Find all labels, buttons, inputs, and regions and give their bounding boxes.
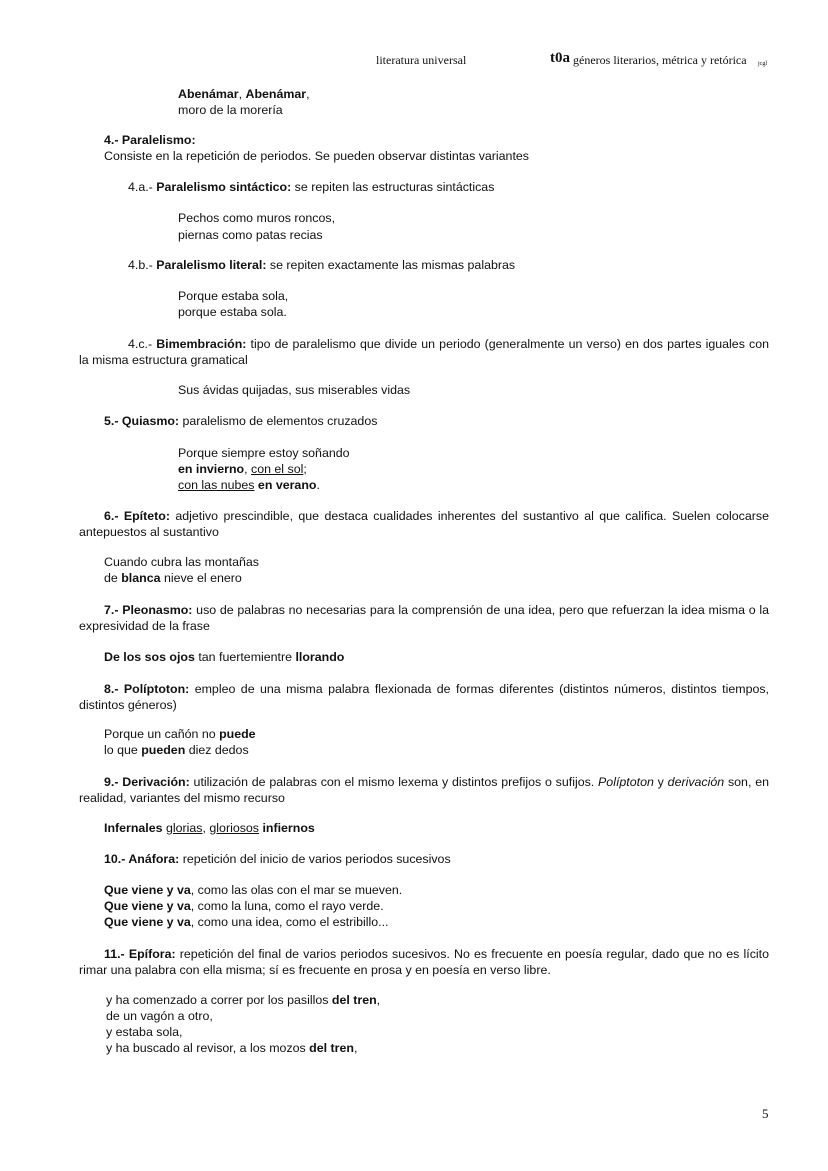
section-11-example-3: y estaba sola, [106, 1025, 183, 1039]
section-5-example-3: con las nubes en verano. [178, 478, 320, 492]
section-11-paragraph: 11.- Epífora: repetición del final de varios periodos sucesivos. No es frecuente en poesía regular, dado que no es lícito rimar una palabra con ella misma; sí es frecuente en prosa y en poesía en verso libre. [79, 947, 770, 977]
section-6-example-2: de blanca nieve el enero [104, 571, 242, 585]
section-10-heading: 10.- Anáfora: repetición del inicio de varios periodos sucesivos [104, 852, 451, 866]
section-4a-heading: 4.a.- Paralelismo sintáctico: se repiten las estructuras sintácticas [128, 180, 495, 194]
section-4b-example-1: Porque estaba sola, [178, 289, 289, 303]
section-9-paragraph: 9.- Derivación: utilización de palabras con el mismo lexema y distintos prefijos o sufijos. Políptoton y derivación son, en realidad, variantes del mismo recurso [79, 775, 769, 805]
section-11-example-1: y ha comenzado a correr por los pasillos del tren, [106, 993, 381, 1007]
section-10-example-1: Que viene y va, como las olas con el mar se mueven. [104, 883, 403, 897]
section-7-paragraph: 7.- Pleonasmo: uso de palabras no necesarias para la comprensión de una idea, pero que refuerzan la idea misma o la expresividad de la frase [79, 603, 769, 633]
header-initials: jcgl [758, 61, 767, 67]
header-tag: t0a [550, 50, 570, 66]
intro-verse-line-1: Abenámar, Abenámar, [178, 87, 310, 101]
section-5-example-2: en invierno, con el sol; [178, 462, 307, 476]
section-4c-paragraph: 4.c.- Bimembración: tipo de paralelismo que divide un periodo (generalmente un verso) en dos partes iguales con la misma estructura gramatical [79, 337, 769, 367]
section-10-example-2: Que viene y va, como la luna, como el rayo verde. [104, 899, 384, 913]
section-8-example-1: Porque un cañón no puede [104, 727, 256, 741]
section-4b-heading: 4.b.- Paralelismo literal: se repiten exactamente las mismas palabras [128, 258, 516, 272]
header-topic: géneros literarios, métrica y retórica [573, 53, 747, 67]
section-11-example-4: y ha buscado al revisor, a los mozos del tren, [106, 1041, 358, 1055]
section-6-paragraph: 6.- Epíteto: adjetivo prescindible, que destaca cualidades inherentes del sustantivo al que califica. Suelen colocarse antepuestos al sustantivo [79, 509, 769, 539]
section-4a-example-1: Pechos como muros roncos, [178, 211, 336, 225]
page-number: 5 [762, 1106, 769, 1121]
header-course: literatura universal [376, 53, 467, 67]
section-4-description: Consiste en la repetición de periodos. Se pueden observar distintas variantes [104, 149, 529, 163]
section-4b-example-2: porque estaba sola. [178, 305, 287, 319]
page-header [0, 51, 828, 71]
section-5-example-1: Porque siempre estoy soñando [178, 446, 350, 460]
section-7-example: De los sos ojos tan fuertemientre llorando [104, 650, 345, 664]
section-4-title: 4.- Paralelismo: [104, 133, 196, 147]
section-10-example-3: Que viene y va, como una idea, como el estribillo... [104, 915, 389, 929]
section-6-example-1: Cuando cubra las montañas [104, 555, 259, 569]
section-5-heading: 5.- Quiasmo: paralelismo de elementos cruzados [104, 414, 378, 428]
section-4c-example: Sus ávidas quijadas, sus miserables vidas [178, 383, 411, 397]
section-4a-example-2: piernas como patas recias [178, 228, 323, 242]
section-8-paragraph: 8.- Políptoton: empleo de una misma palabra flexionada de formas diferentes (distintos números, distintos tiempos, distintos géneros) [79, 682, 769, 712]
intro-verse-line-2: moro de la morería [178, 103, 283, 117]
section-8-example-2: lo que pueden diez dedos [104, 743, 249, 757]
section-9-example: Infernales glorias, gloriosos infiernos [104, 821, 315, 835]
section-11-example-2: de un vagón a otro, [106, 1009, 213, 1023]
